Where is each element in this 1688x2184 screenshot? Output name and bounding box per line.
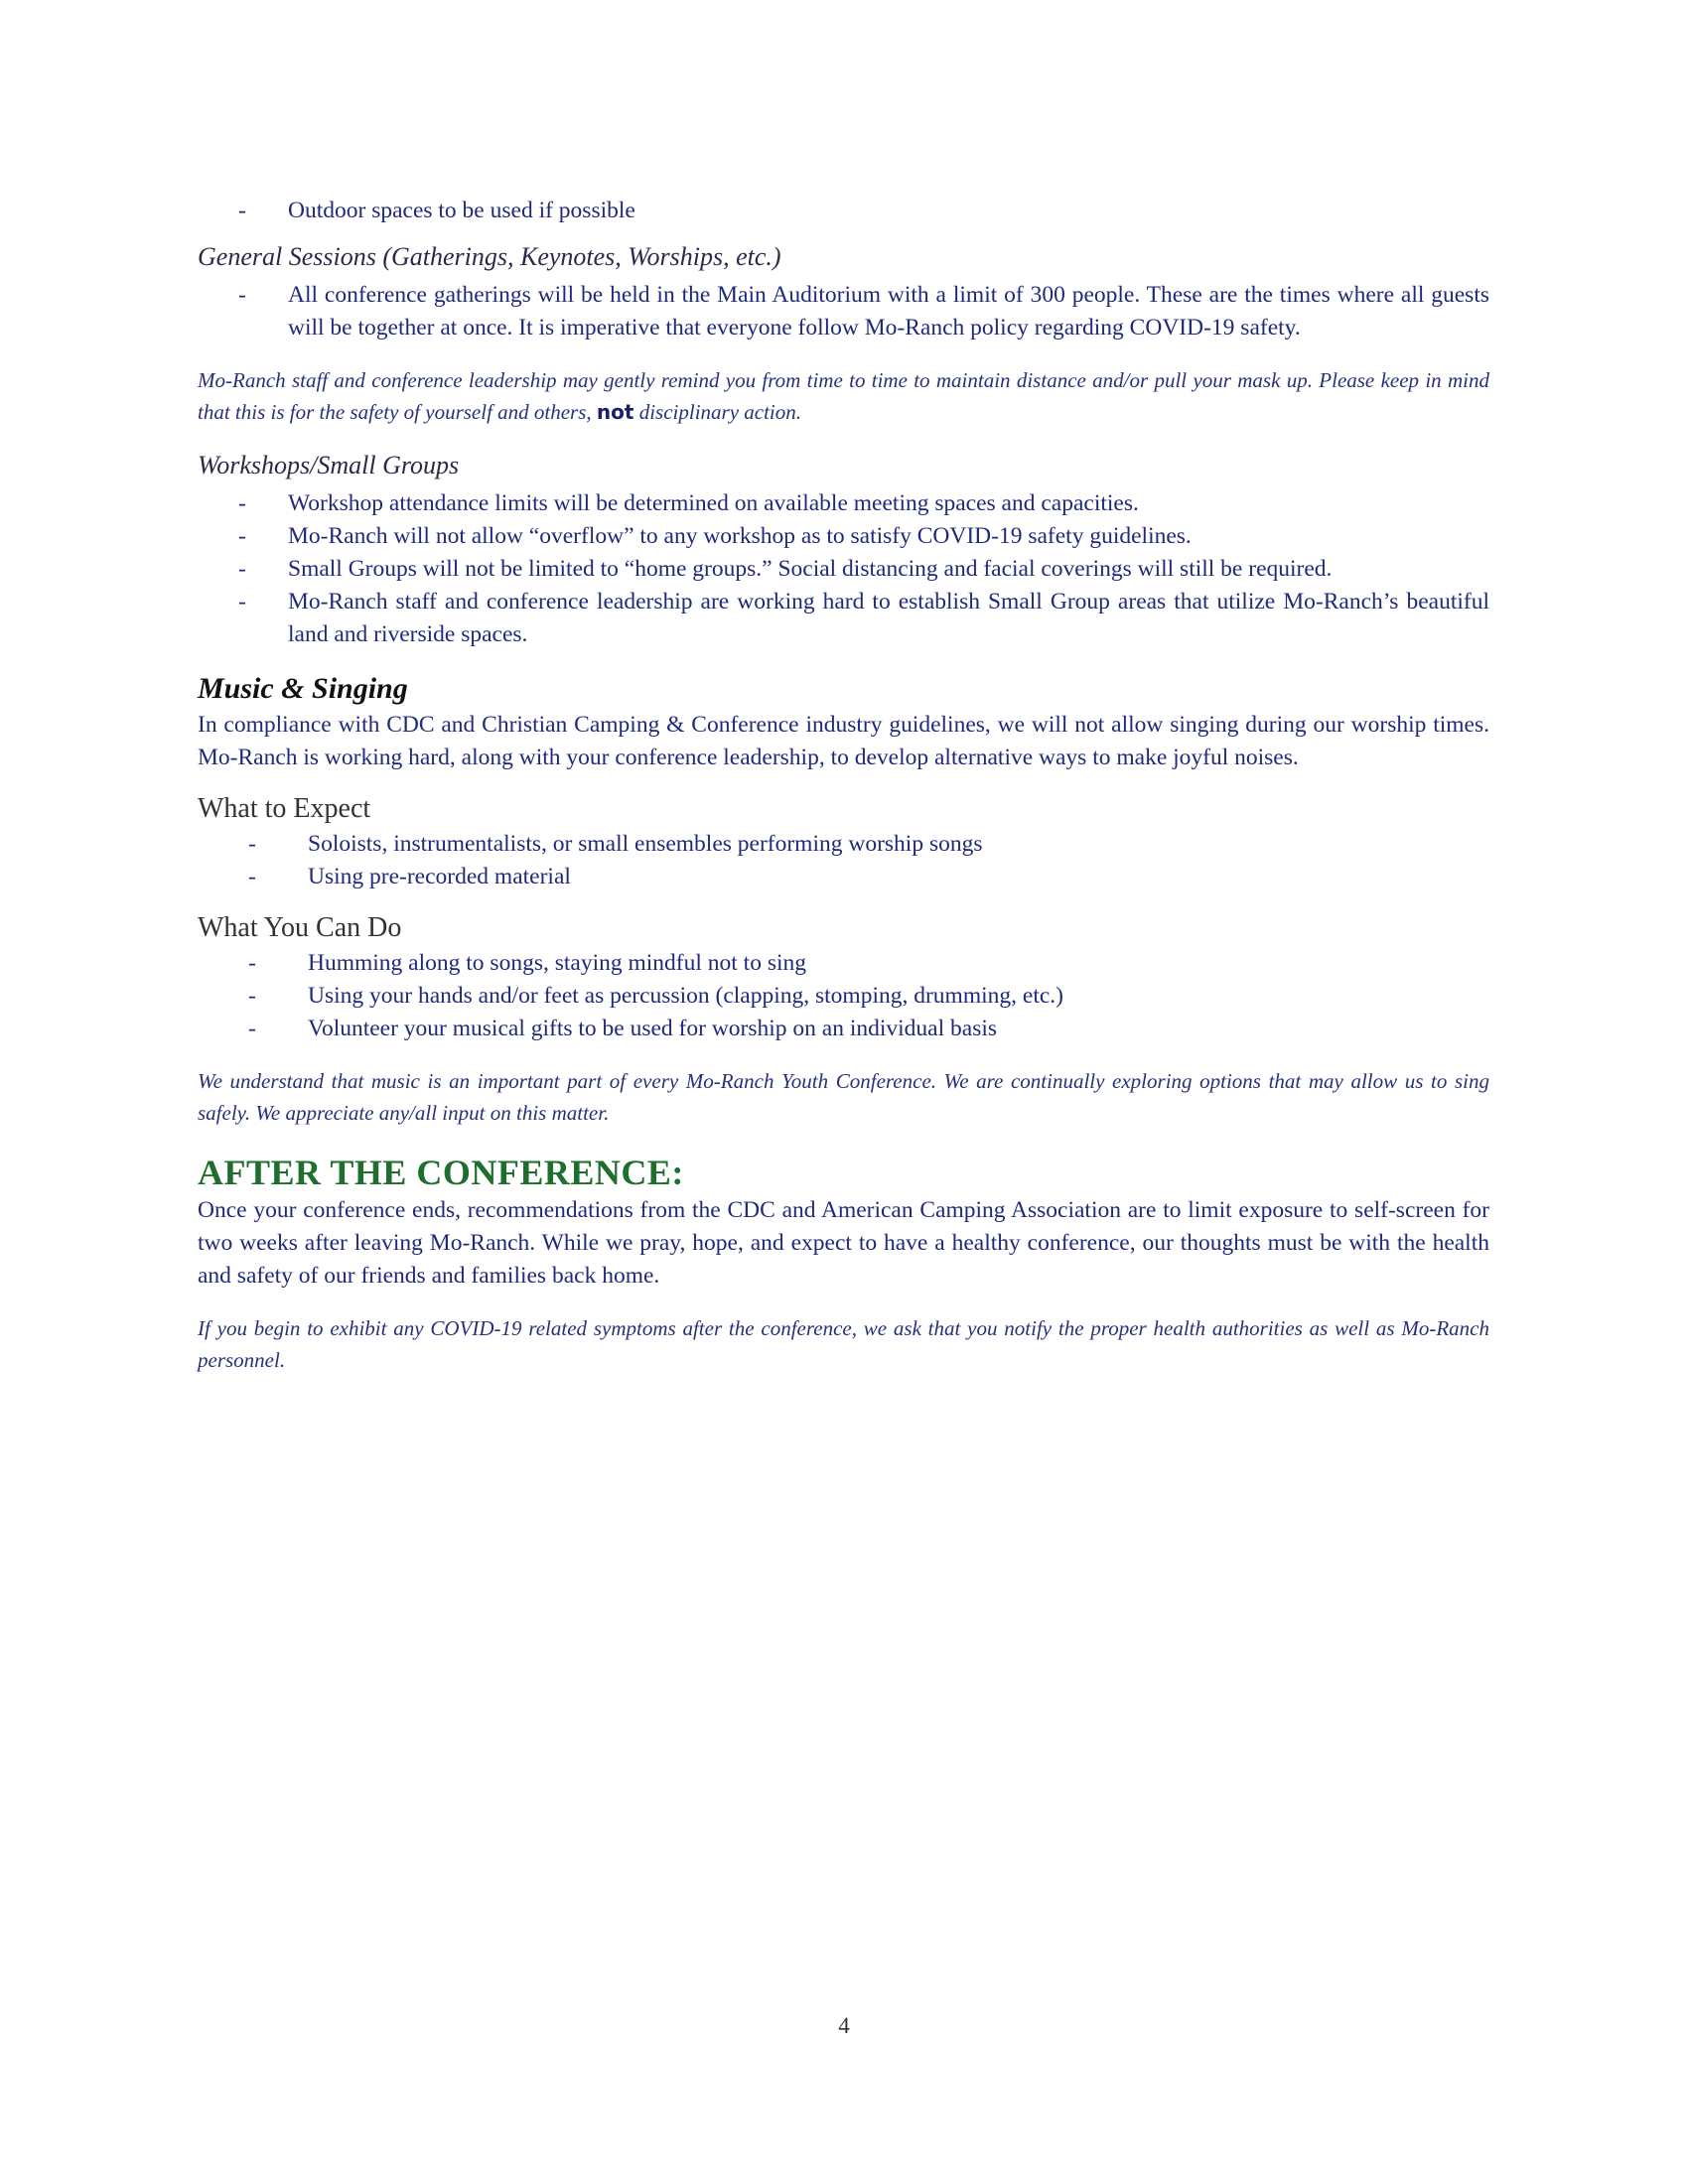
bullet-dash: - (238, 490, 246, 516)
bullet-dash: - (248, 983, 256, 1009)
page-content (198, 195, 1489, 1376)
workshops-heading: Workshops/Small Groups (198, 451, 460, 479)
bullet-dash: - (248, 1016, 256, 1041)
list-item (198, 1013, 1489, 1045)
bullet-dash: - (238, 589, 246, 614)
after-conference-body: Once your conference ends, recommendations from the CDC and American Camping Association are to limit exposure to self-screen for two weeks after leaving Mo-Ranch. While we pray, hope, and expect to have a healthy conference, our thoughts must be with the health and safety of our friends and families back home. (198, 1197, 1489, 1289)
bullet-dash: - (248, 864, 256, 889)
what-to-expect-heading: What to Expect (198, 793, 371, 824)
reminder-note-emphasis: not (596, 400, 634, 424)
bullet-dash: - (238, 556, 246, 582)
list-item-text: Humming along to songs, staying mindful not to sing (308, 950, 806, 976)
list-item (198, 279, 1489, 344)
list-item-text: Using your hands and/or feet as percussion (clapping, stomping, drumming, etc.) (308, 983, 1063, 1009)
general-sessions-heading: General Sessions (Gatherings, Keynotes, Worships, etc.) (198, 242, 781, 271)
list-item (198, 861, 1489, 893)
bullet-dash: - (248, 950, 256, 976)
list-item-text: All conference gatherings will be held in the Main Auditorium with a limit of 300 people. These are the times where all guests will be together at once. It is imperative that everyone follow Mo-Ranch policy regarding COVID-19 safety. (288, 282, 1489, 341)
list-item (198, 947, 1489, 980)
music-heading: Music & Singing (198, 672, 408, 705)
music-body: In compliance with CDC and Christian Camping & Conference industry guidelines, we will not allow singing during our worship times. Mo-Ranch is working hard, along with your conference leadership, to develop alternative ways to make joyful noises. (198, 712, 1489, 770)
list-item-text: Soloists, instrumentalists, or small ensembles performing worship songs (308, 831, 983, 857)
list-item-text: Outdoor spaces to be used if possible (288, 198, 635, 223)
reminder-note (198, 364, 1489, 428)
list-item-text: Using pre-recorded material (308, 864, 571, 889)
bullet-dash: - (238, 282, 246, 308)
list-item (198, 553, 1489, 586)
list-item-text: Small Groups will not be limited to “home groups.” Social distancing and facial coverings will still be required. (288, 556, 1333, 582)
list-item (198, 586, 1489, 651)
reminder-note-text: Mo-Ranch staff and conference leadership may gently remind you from time to time to maintain distance and/or pull your mask up. Please keep in mind that this is for the safety of yourself and others, (198, 368, 1489, 424)
list-item (198, 195, 1489, 227)
list-item (198, 980, 1489, 1013)
list-item (198, 520, 1489, 553)
bullet-dash: - (248, 831, 256, 857)
list-item (198, 487, 1489, 520)
reminder-note-text-end: disciplinary action. (633, 400, 802, 424)
list-item-text: Mo-Ranch will not allow “overflow” to any workshop as to satisfy COVID-19 safety guidelines. (288, 523, 1192, 549)
bullet-dash: - (238, 198, 246, 223)
list-item-text: Mo-Ranch staff and conference leadership are working hard to establish Small Group areas that utilize Mo-Ranch’s beautiful land and riverside spaces. (288, 589, 1489, 647)
after-conference-note: If you begin to exhibit any COVID-19 related symptoms after the conference, we ask that you notify the proper health authorities as well as Mo-Ranch personnel. (198, 1316, 1489, 1372)
page-number: 4 (838, 2013, 850, 2038)
bullet-dash: - (238, 523, 246, 549)
after-conference-heading: AFTER THE CONFERENCE: (198, 1153, 684, 1192)
list-item (198, 828, 1489, 861)
list-item-text: Volunteer your musical gifts to be used for worship on an individual basis (308, 1016, 998, 1041)
list-item-text: Workshop attendance limits will be determined on available meeting spaces and capacities. (288, 490, 1139, 516)
music-note: We understand that music is an important part of every Mo-Ranch Youth Conference. We are continually exploring options that may allow us to sing safely. We appreciate any/all input on this matter. (198, 1069, 1489, 1125)
what-you-can-do-heading: What You Can Do (198, 912, 402, 943)
